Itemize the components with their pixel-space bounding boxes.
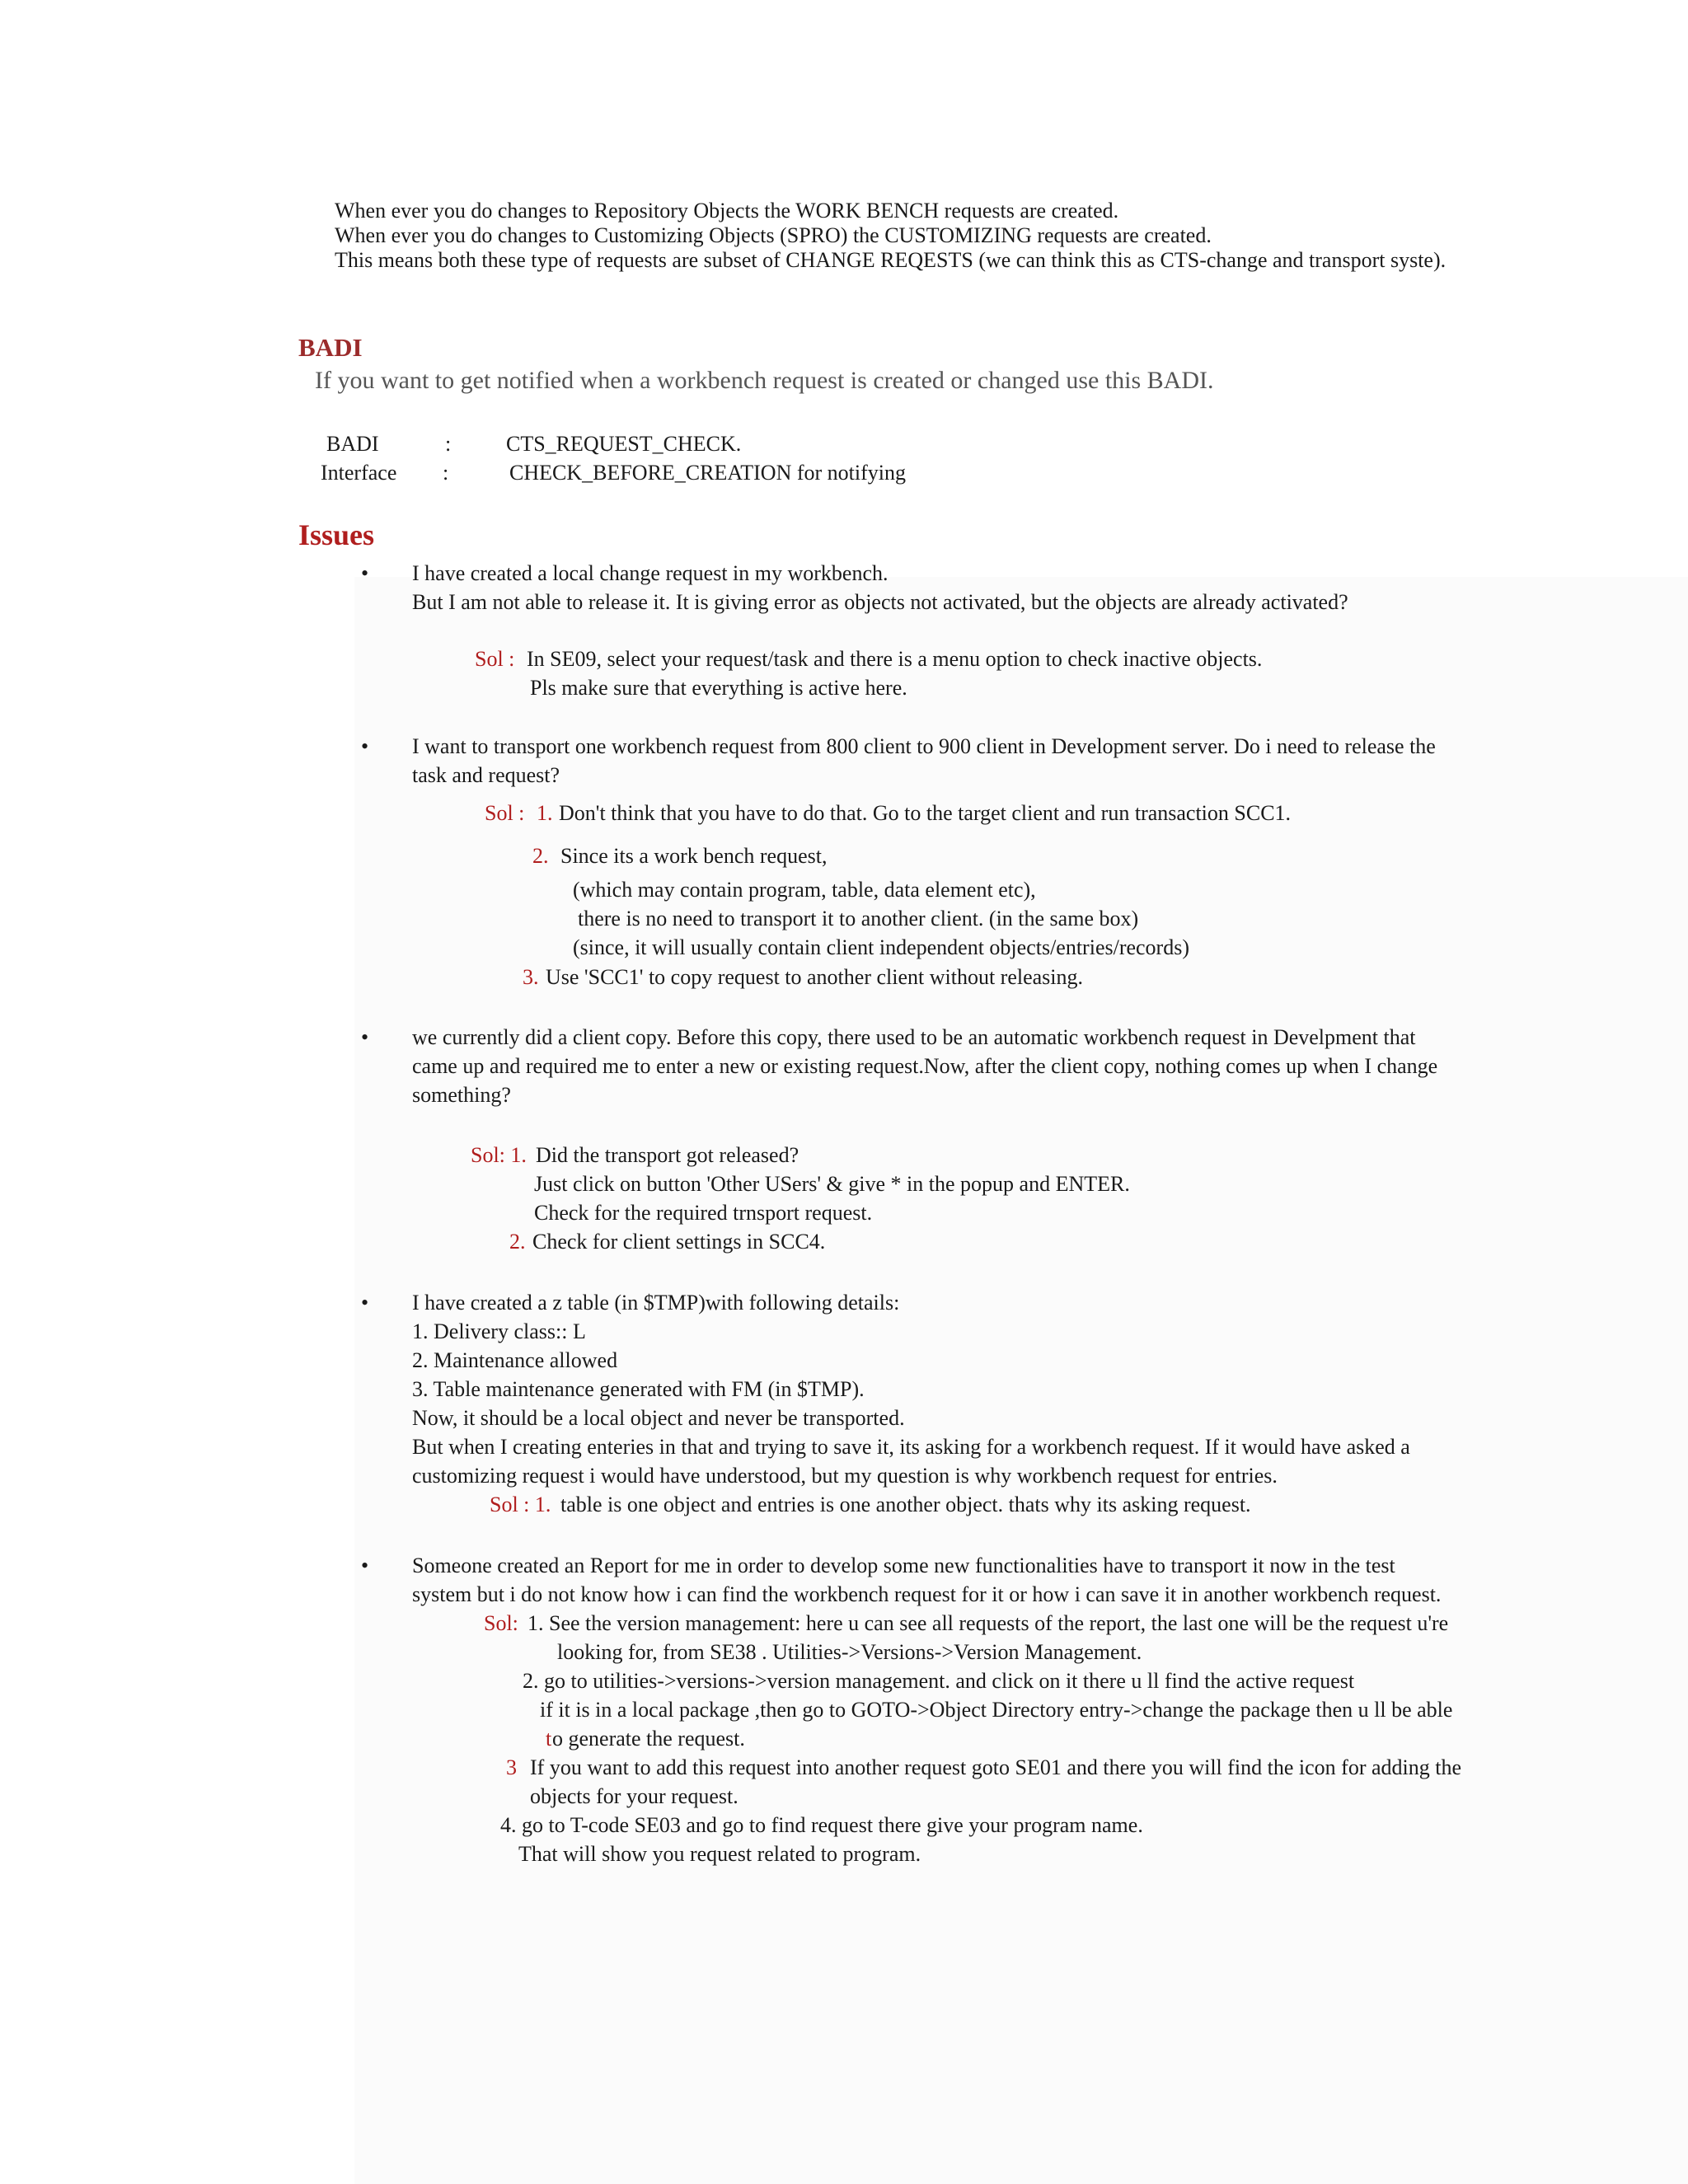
q2-sol-step-2b: there is no need to transport it to another client. (in the same box)	[578, 907, 1139, 930]
q3-sol-num-2: 2.	[509, 1230, 526, 1254]
q3-sol-step-1a: Just click on button 'Other USers' & give * in the popup and ENTER.	[534, 1172, 1130, 1196]
q4-line-5: Now, it should be a local object and never be transported.	[412, 1406, 905, 1430]
q3-sol-step-2: Check for client settings in SCC4.	[532, 1230, 826, 1254]
q5-line-1: Someone created an Report for me in order to develop some new functionalities have to transport it now in the test	[412, 1554, 1395, 1577]
q5-sol-step-1a: looking for, from SE38 . Utilities->Versions->Version Management.	[557, 1640, 1142, 1664]
q2-sol-step-2: Since its a work bench request,	[560, 844, 828, 868]
q2-sol-step-2c: (since, it will usually contain client independent objects/entries/records)	[573, 935, 1189, 959]
q3-line-1: we currently did a client copy. Before this copy, there used to be an automatic workbench request in Develpment that	[412, 1025, 1416, 1049]
q5-sol-step-2: 2. go to utilities->versions->version management. and click on it there u ll find the active request	[523, 1669, 1355, 1693]
q4-sol-step-1: table is one object and entries is one another object. thats why its asking request.	[560, 1493, 1251, 1516]
intro-line-3: This means both these type of requests are subset of CHANGE REQESTS (we can think this as CTS-change and transport syste).	[335, 248, 1447, 272]
badi-heading: BADI	[298, 333, 363, 362]
intro-line-1: When ever you do changes to Repository Objects the WORK BENCH requests are created.	[335, 199, 1119, 223]
q1-sol-line-2: Pls make sure that everything is active here.	[530, 676, 907, 700]
bullet-5: •	[361, 1554, 369, 1577]
q2-sol-num-1: 1.	[537, 801, 553, 825]
issues-heading: Issues	[298, 518, 375, 551]
q2-sol-step-3: Use 'SCC1' to copy request to another client without releasing.	[546, 965, 1084, 989]
interface-row-sep: :	[443, 461, 449, 485]
q2-sol-prefix: Sol :	[485, 801, 525, 825]
bullet-3: •	[361, 1025, 369, 1049]
q5-sol-step-1: 1. See the version management: here u can see all requests of the report, the last one will be the request u're	[528, 1611, 1449, 1635]
q3-line-2: came up and required me to enter a new or existing request.Now, after the client copy, nothing comes up when I change	[412, 1054, 1438, 1078]
q2-sol-step-1: Don't think that you have to do that. Go to the target client and run transaction SCC1.	[559, 801, 1292, 825]
q4-line-3: 2. Maintenance allowed	[412, 1348, 618, 1372]
q3-sol-step-1b: Check for the required trnsport request.	[534, 1201, 873, 1225]
q2-sol-num-2: 2.	[532, 844, 549, 868]
q4-line-4: 3. Table maintenance generated with FM (in $TMP).	[412, 1377, 865, 1401]
q3-sol-prefix: Sol: 1.	[471, 1143, 527, 1167]
intro-line-2: When ever you do changes to Customizing Objects (SPRO) the CUSTOMIZING requests are created.	[335, 223, 1212, 247]
q5-sol-step-4: 4. go to T-code SE03 and go to find request there give your program name.	[500, 1813, 1143, 1837]
interface-row-label: Interface	[321, 461, 397, 485]
q4-sol-prefix: Sol : 1.	[490, 1493, 551, 1516]
q5-sol-step-2a: if it is in a local package ,then go to GOTO->Object Directory entry->change the package then u ll be able	[540, 1698, 1453, 1722]
q5-sol-step-4a: That will show you request related to program.	[518, 1842, 921, 1866]
q2-line-1: I want to transport one workbench request from 800 client to 900 client in Development server. Do i need to release the	[412, 734, 1436, 758]
q5-sol-step-3: If you want to add this request into another request goto SE01 and there you will find the icon for adding the	[530, 1755, 1462, 1779]
interface-row-value: CHECK_BEFORE_CREATION for notifying	[509, 461, 906, 485]
q5-sol-num-3: 3	[506, 1755, 517, 1779]
q5-sol-step-2b-initial: t	[546, 1727, 552, 1750]
q4-line-1: I have created a z table (in $TMP)with following details:	[412, 1291, 900, 1315]
q5-sol-step-3a: objects for your request.	[530, 1784, 738, 1808]
q3-sol-step-1: Did the transport got released?	[536, 1143, 799, 1167]
q4-line-2: 1. Delivery class:: L	[412, 1319, 586, 1343]
q2-line-2: task and request?	[412, 763, 560, 787]
badi-row-label: BADI	[326, 432, 379, 456]
q3-line-3: something?	[412, 1083, 511, 1107]
q1-line-1: I have created a local change request in my workbench.	[412, 561, 889, 585]
badi-row-value: CTS_REQUEST_CHECK.	[506, 432, 742, 456]
q5-sol-step-2b: o generate the request.	[552, 1727, 745, 1750]
q2-sol-step-2a: (which may contain program, table, data element etc),	[573, 878, 1036, 902]
q5-line-2: system but i do not know how i can find the workbench request for it or how i can save it in another workbench request.	[412, 1582, 1442, 1606]
q1-sol-prefix: Sol :	[475, 647, 515, 671]
badi-row-sep: :	[445, 432, 452, 456]
badi-description: If you want to get notified when a workbench request is created or changed use this BADI.	[315, 367, 1214, 394]
bullet-2: •	[361, 734, 369, 758]
q1-line-2: But I am not able to release it. It is giving error as objects not activated, but the objects are already activated?	[412, 590, 1348, 614]
q5-sol-prefix: Sol:	[484, 1611, 518, 1635]
bullet-1: •	[361, 561, 369, 585]
q4-line-7: customizing request i would have understood, but my question is why workbench request for entries.	[412, 1464, 1278, 1488]
q1-sol-line-1: In SE09, select your request/task and there is a menu option to check inactive objects.	[527, 647, 1263, 671]
bullet-4: •	[361, 1291, 369, 1315]
q2-sol-num-3: 3.	[523, 965, 539, 989]
q4-line-6: But when I creating enteries in that and trying to save it, its asking for a workbench request. If it would have asked a	[412, 1435, 1410, 1459]
